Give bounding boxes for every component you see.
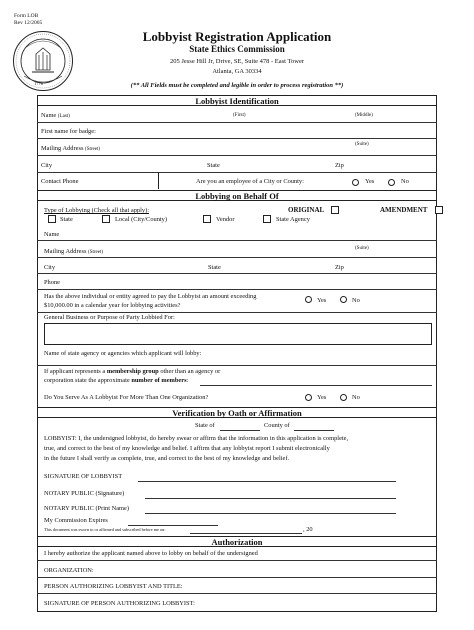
behalf-name-label: Name (44, 231, 60, 238)
divider (37, 312, 437, 313)
employee-question: Are you an employee of a City or County: (196, 178, 304, 185)
original-checkbox[interactable] (331, 206, 339, 214)
section-verification (37, 407, 437, 418)
employee-yes-radio[interactable] (352, 179, 359, 186)
behalf-city-state-zip-input[interactable] (37, 273, 437, 274)
purpose-label: General Business or Purpose of Party Lobbied For: (44, 314, 175, 321)
membership-line-2: corporation state the approximate number of members: (44, 377, 189, 384)
sworn-statement: This document was sworn to or affirmed and subscribed before me on: (44, 527, 166, 532)
commission-expires-input[interactable] (128, 525, 218, 526)
type-local-checkbox[interactable] (102, 215, 110, 223)
contact-phone-label: Contact Phone (41, 178, 79, 185)
state-of-input[interactable] (220, 430, 260, 431)
lobbyist-signature-label: SIGNATURE OF LOBBYIST (44, 473, 123, 480)
authorization-statement: I hereby authorize the applicant named above to lobby on behalf of the undersigned (44, 550, 258, 557)
form-title: Lobbyist Registration Application (142, 29, 332, 44)
type-state-agency-label: State Agency (276, 216, 310, 223)
county-of-input[interactable] (294, 430, 334, 431)
section-heading: Verification by Oath or Affirmation (172, 408, 302, 418)
organization-input[interactable] (37, 577, 437, 578)
seal-year: 1776 (34, 81, 43, 86)
multiple-no-label: No (352, 394, 360, 401)
name-label: Name (Last) (41, 112, 70, 119)
state-label: State (207, 162, 220, 169)
agency-input[interactable] (37, 365, 437, 366)
notary-print-label: NOTARY PUBLIC (Print Name) (44, 505, 129, 512)
person-title-input[interactable] (37, 593, 437, 594)
sworn-date-input[interactable] (190, 533, 302, 534)
type-state-checkbox[interactable] (48, 215, 56, 223)
suite-hint: (Suite) (355, 142, 369, 147)
paid-no-label: No (352, 297, 360, 304)
notary-signature-label: NOTARY PUBLIC (Signature) (44, 490, 125, 497)
oath-line-3: in the future I shall verify as complete, true, and correct to the best of my knowledge and belief. (44, 455, 290, 462)
purpose-textarea[interactable] (44, 323, 432, 345)
form-subtitle: State Ethics Commission (189, 44, 285, 54)
membership-count-input[interactable] (200, 385, 432, 386)
city-state-zip-input[interactable] (37, 172, 437, 173)
lobbyist-signature-input[interactable] (138, 481, 396, 482)
zip-label: Zip (335, 162, 344, 169)
required-notice: (** All Fields must be completed and legible in order to process registration **) (130, 82, 344, 89)
no-label: No (401, 178, 409, 185)
badge-name-input[interactable] (37, 138, 437, 139)
section-heading: Lobbying on Behalf Of (195, 191, 279, 201)
behalf-mailing-label: Mailing Address (Street) (44, 248, 104, 255)
paid-yes-label: Yes (317, 297, 327, 304)
type-vendor-checkbox[interactable] (203, 215, 211, 223)
authorizer-signature-label: SIGNATURE OF PERSON AUTHORIZING LOBBYIST: (44, 600, 195, 607)
paid-no-radio[interactable] (340, 296, 347, 303)
behalf-city-label: City (44, 264, 56, 271)
section-lobbyist-identification (37, 95, 437, 106)
paid-question-line-2: $10,000.00 in a calendar year for lobbying activities? (44, 302, 181, 309)
paid-question-line-1: Has the above individual or entity agreed to pay the Lobbyist an amount exceeding (44, 293, 257, 300)
behalf-mailing-input[interactable] (37, 257, 437, 258)
membership-line-1: If applicant represents a membership group other than an agency or (44, 368, 221, 375)
behalf-name-input[interactable] (37, 240, 437, 241)
type-of-lobbying-label: Type of Lobbying (Check all that apply): (44, 207, 149, 214)
type-state-label: State (60, 216, 73, 223)
oath-line-1: LOBBYIST: I, the undersigned lobbyist, do hereby swear or affirm that the information in this application is complete, (44, 435, 349, 442)
behalf-zip-label: Zip (335, 264, 344, 271)
divider (158, 172, 159, 189)
section-heading: Lobbyist Identification (195, 96, 279, 106)
oath-line-2: true, and correct to the best of my knowledge and belief. I affirm that any lobbyist report I submit electronically (44, 445, 330, 452)
form-revision: Rev 12/2005 (14, 20, 43, 26)
amendment-label: AMENDMENT (380, 206, 428, 214)
section-lobbying-on-behalf (37, 190, 437, 201)
notary-print-input[interactable] (145, 513, 396, 514)
original-label: ORIGINAL (288, 206, 325, 214)
section-heading: Authorization (211, 537, 263, 547)
type-local-label: Local (City/County) (115, 216, 168, 223)
type-state-agency-checkbox[interactable] (263, 215, 271, 223)
agency-label: Name of state agency or agencies which applicant will lobby: (44, 350, 202, 357)
divider (37, 560, 437, 561)
commission-expires-label: My Commission Expires (44, 517, 108, 524)
behalf-suite-hint: (Suite) (355, 246, 369, 251)
middle-hint: (Middle) (355, 113, 373, 118)
address-line-2: Atlanta, GA 30334 (212, 68, 262, 75)
mailing-address-input[interactable] (37, 155, 437, 156)
amendment-checkbox[interactable] (435, 206, 443, 214)
behalf-phone-input[interactable] (37, 289, 437, 290)
multiple-yes-radio[interactable] (305, 394, 312, 401)
name-input[interactable] (37, 122, 437, 123)
notary-signature-input[interactable] (145, 498, 396, 499)
type-vendor-label: Vendor (216, 216, 235, 223)
person-title-label: PERSON AUTHORIZING LOBBYIST AND TITLE: (44, 583, 183, 590)
first-hint: (First) (233, 113, 246, 118)
sworn-year-label: , 20 (303, 526, 313, 533)
yes-label: Yes (365, 178, 375, 185)
address-line-1: 205 Jesse Hill Jr, Drive, SE, Suite 478 - East Tower (169, 58, 305, 65)
multiple-yes-label: Yes (317, 394, 327, 401)
behalf-state-label: State (208, 264, 221, 271)
form-code: Form LOB (14, 13, 39, 19)
section-authorization (37, 536, 437, 547)
multiple-org-question: Do You Serve As A Lobbyist For More Than One Organization? (44, 394, 209, 401)
state-of-label: State of (195, 422, 215, 429)
city-label: City (41, 162, 53, 169)
paid-yes-radio[interactable] (305, 296, 312, 303)
mailing-label: Mailing Address (Street) (41, 145, 101, 152)
employee-no-radio[interactable] (388, 179, 395, 186)
behalf-phone-label: Phone (44, 279, 60, 286)
badge-label: First name for badge: (41, 128, 96, 135)
multiple-no-radio[interactable] (340, 394, 347, 401)
organization-label: ORGANIZATION: (44, 567, 94, 574)
county-of-label: County of (264, 422, 290, 429)
